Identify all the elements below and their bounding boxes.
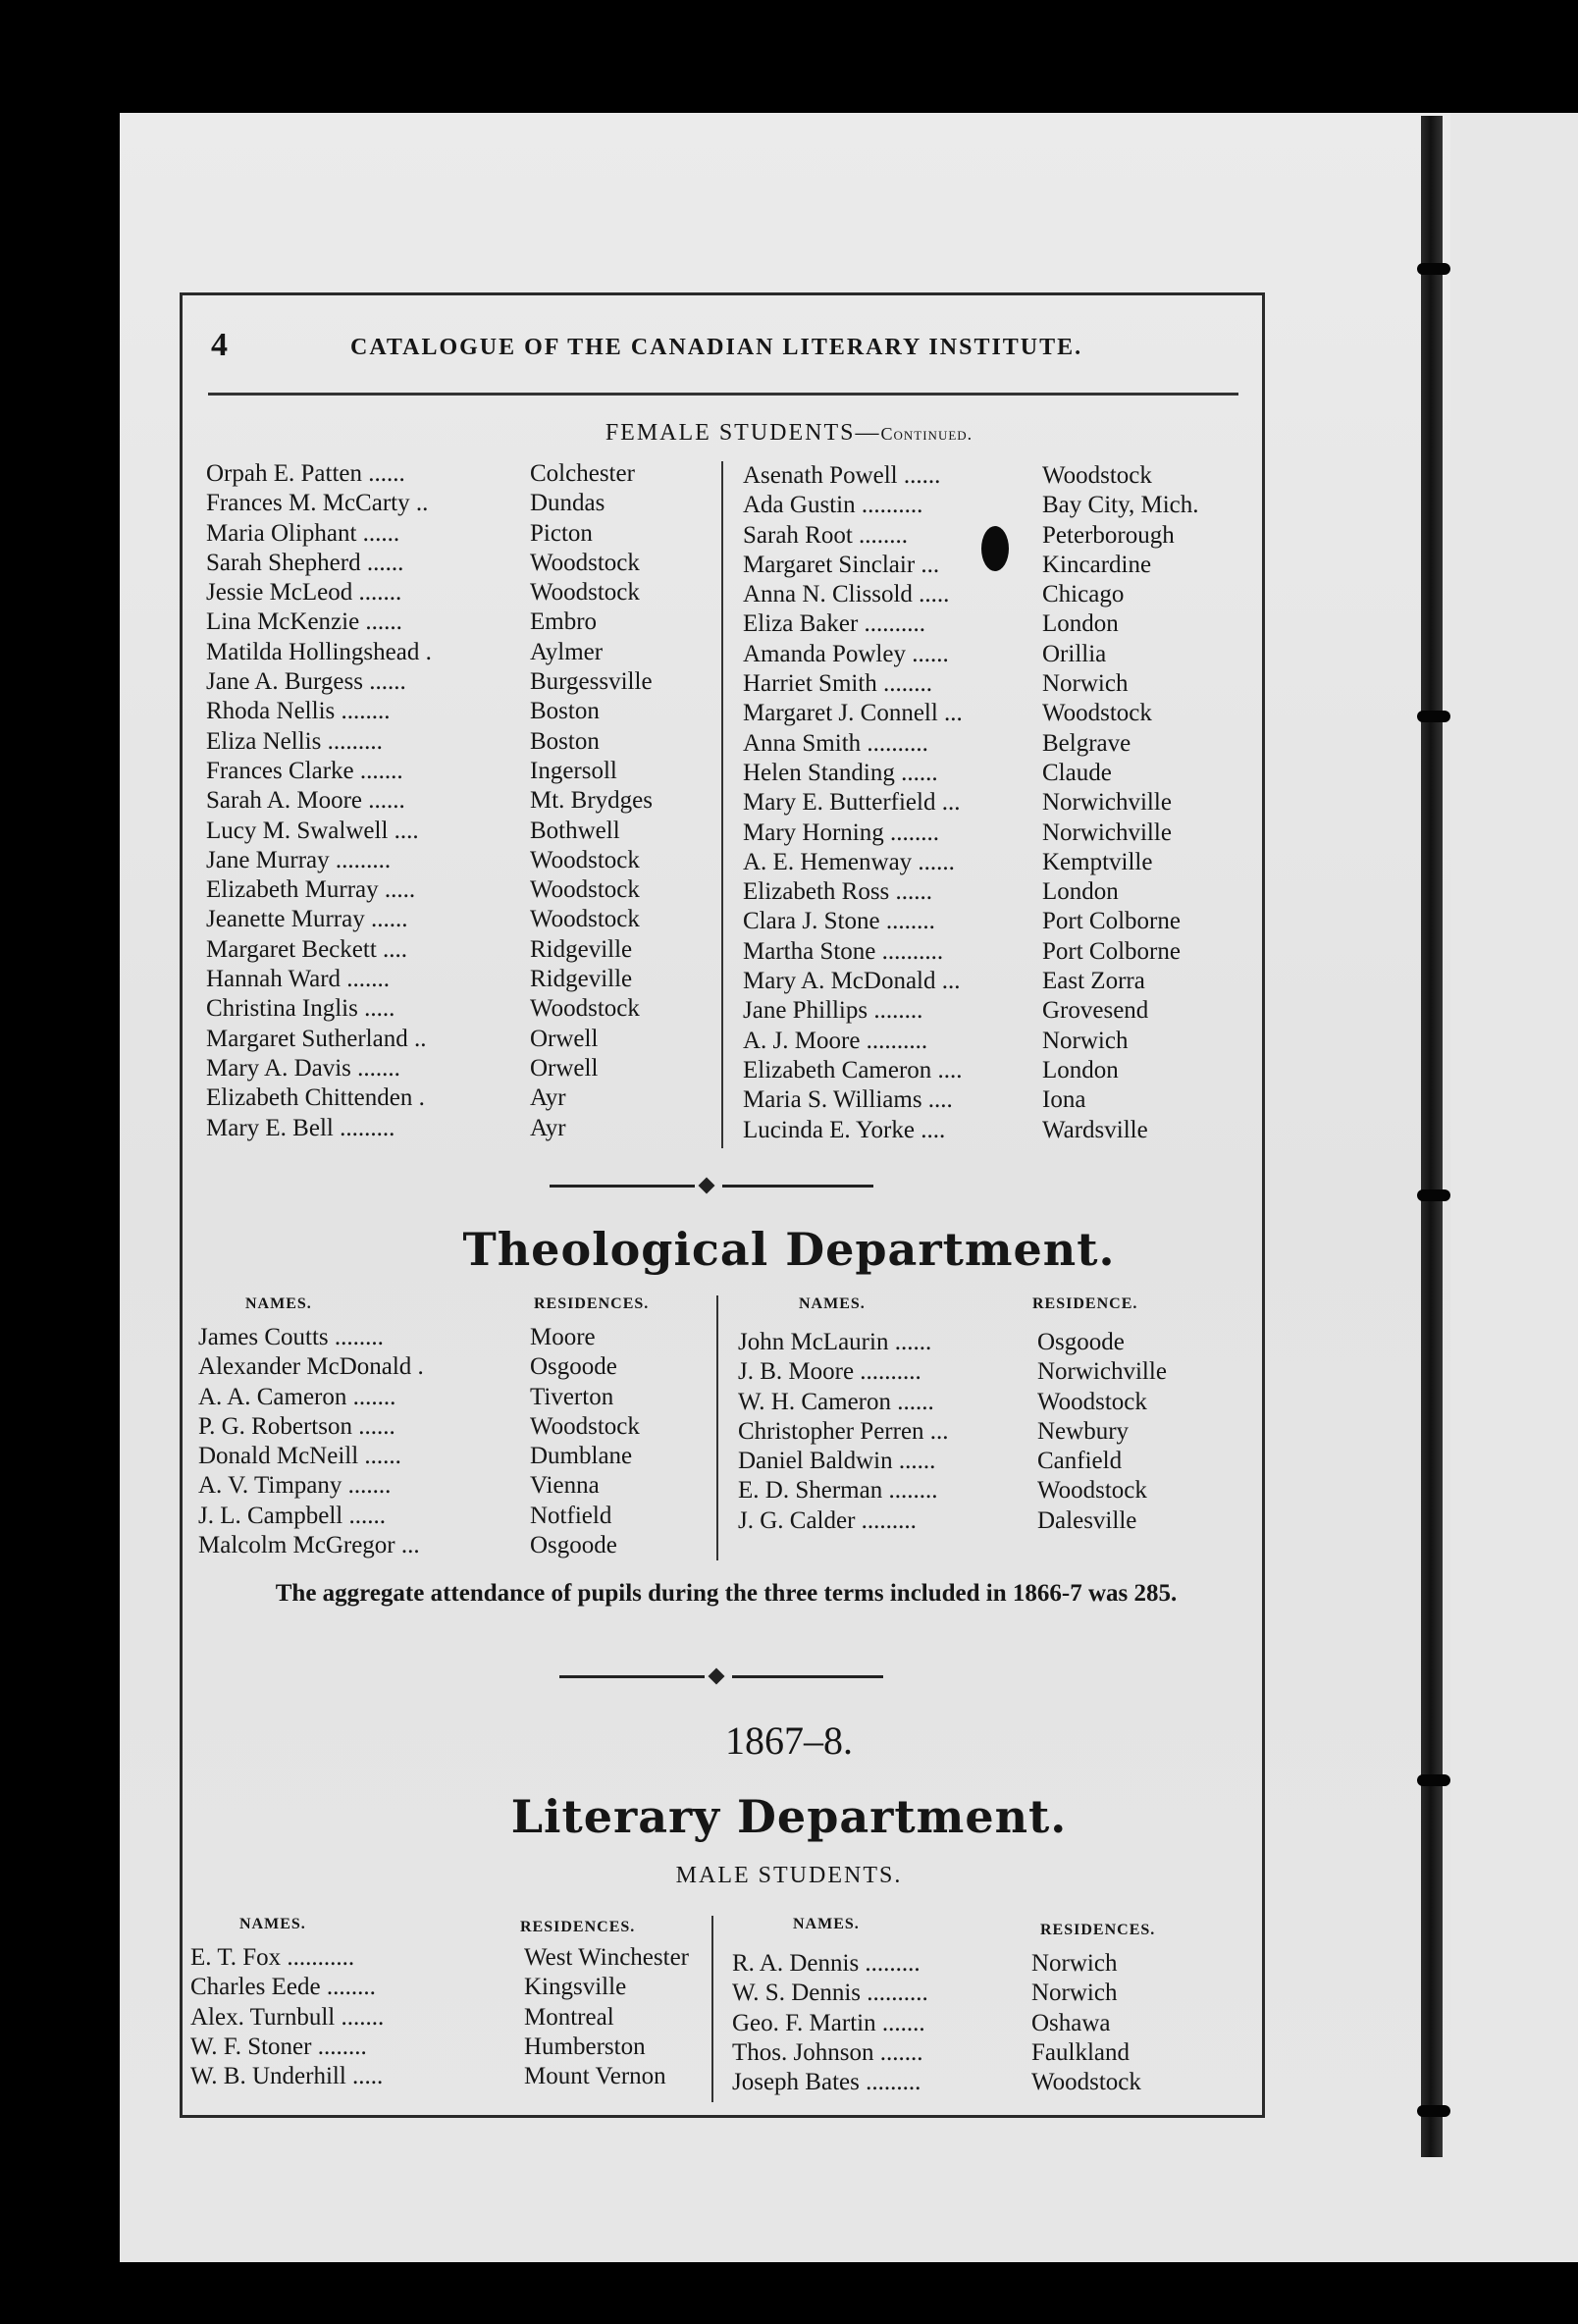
- student-residence: Montreal: [524, 2003, 614, 2031]
- student-residence: Ridgeville: [530, 966, 633, 993]
- student-residence: Woodstock: [1031, 2069, 1141, 2096]
- literary-right-column: [732, 1949, 1331, 2097]
- list-item: [206, 667, 824, 697]
- list-item: [206, 1025, 824, 1054]
- student-residence: Colchester: [530, 460, 635, 487]
- student-residence: Dalesville: [1037, 1506, 1137, 1534]
- student-residence: Oshawa: [1031, 2009, 1111, 2036]
- student-residence: Mt. Brydges: [530, 787, 653, 815]
- attendance-note: The aggregate attendance of pupils during the three terms included in 1866-7 was 285.: [275, 1580, 1178, 1607]
- student-residence: Ayr: [530, 1114, 566, 1141]
- student-residence: Woodstock: [530, 995, 640, 1023]
- binding-stitch: [1417, 711, 1450, 722]
- student-residence: Orwell: [530, 1025, 599, 1052]
- list-item: [206, 489, 824, 518]
- student-residence: Woodstock: [530, 579, 640, 607]
- student-residence: Ridgeville: [530, 935, 633, 963]
- list-item: [738, 1388, 1337, 1417]
- student-name: Alex. Turnbull .......: [190, 2003, 385, 2031]
- list-item: [743, 759, 1341, 788]
- col-header-names: NAMES.: [245, 1295, 312, 1312]
- female-students-heading: [0, 420, 1578, 447]
- student-name: John McLaurin ......: [738, 1329, 932, 1355]
- student-name: Frances M. McCarty ..: [206, 490, 429, 517]
- student-residence: Norwich: [1042, 670, 1129, 698]
- list-item: [743, 580, 1341, 609]
- student-residence: Tiverton: [530, 1383, 614, 1410]
- student-residence: Port Colborne: [1042, 908, 1181, 935]
- student-name: Matilda Hollingshead .: [206, 638, 432, 665]
- student-name: A. V. Timpany .......: [198, 1472, 392, 1500]
- student-residence: Embro: [530, 608, 598, 636]
- student-name: Jessie McLeod .......: [206, 579, 402, 607]
- list-item: [743, 699, 1341, 728]
- student-name: Mary E. Butterfield ...: [743, 789, 961, 817]
- student-residence: Norwich: [1031, 1980, 1118, 2007]
- literary-left-column: [190, 1943, 820, 2091]
- student-name: A. J. Moore ..........: [743, 1027, 928, 1054]
- list-item: [743, 551, 1341, 580]
- student-name: Margaret Sinclair ...: [743, 551, 940, 578]
- list-item: [743, 729, 1341, 759]
- student-name: Jane Phillips ........: [743, 997, 923, 1025]
- col-header-names: NAMES.: [799, 1295, 866, 1312]
- student-name: Maria Oliphant ......: [206, 519, 400, 547]
- page-number: 4: [211, 327, 228, 363]
- student-residence: Osgoode: [530, 1353, 617, 1381]
- list-item: [198, 1502, 824, 1531]
- student-name: J. L. Campbell ......: [198, 1502, 386, 1529]
- student-name: Mary Horning ........: [743, 819, 939, 846]
- list-item: [206, 459, 824, 489]
- student-residence: Dundas: [530, 490, 605, 517]
- student-name: Geo. F. Martin .......: [732, 2009, 925, 2036]
- student-name: J. G. Calder .........: [738, 1506, 917, 1534]
- student-residence: Woodstock: [1042, 462, 1152, 489]
- list-item: [206, 638, 824, 667]
- student-residence: Belgrave: [1042, 729, 1131, 757]
- student-residence: Peterborough: [1042, 521, 1175, 549]
- student-residence: Boston: [530, 727, 600, 755]
- student-name: Maria S. Williams ....: [743, 1086, 953, 1114]
- student-residence: Picton: [530, 519, 593, 547]
- student-name: Daniel Baldwin ......: [738, 1448, 936, 1475]
- ink-blot: [981, 526, 1009, 571]
- list-item: [206, 875, 824, 905]
- student-residence: Aylmer: [530, 638, 604, 665]
- student-name: E. T. Fox ...........: [190, 1944, 355, 1971]
- student-name: Rhoda Nellis ........: [206, 698, 391, 725]
- list-item: [198, 1412, 824, 1442]
- student-name: Christina Inglis .....: [206, 995, 395, 1023]
- student-residence: Kingsville: [524, 1974, 627, 2001]
- student-residence: Port Colborne: [1042, 937, 1181, 965]
- list-item: [743, 461, 1341, 491]
- student-name: Lucinda E. Yorke ....: [743, 1116, 946, 1143]
- student-residence: East Zorra: [1042, 968, 1145, 995]
- student-residence: Woodstock: [1042, 700, 1152, 727]
- list-item: [738, 1476, 1337, 1505]
- student-name: Malcolm McGregor ...: [198, 1532, 420, 1559]
- student-name: Amanda Powley ......: [743, 640, 949, 667]
- student-residence: Woodstock: [1037, 1388, 1147, 1415]
- student-name: E. D. Sherman ........: [738, 1477, 938, 1505]
- female-students-left-column: [206, 459, 824, 1143]
- student-name: W. H. Cameron ......: [738, 1388, 934, 1415]
- student-name: Helen Standing ......: [743, 759, 938, 786]
- student-residence: Woodstock: [530, 906, 640, 933]
- section-ornament: [550, 1178, 873, 1193]
- student-name: Asenath Powell ......: [743, 462, 941, 489]
- binding-stitch: [1417, 2105, 1450, 2117]
- student-name: A. E. Hemenway ......: [743, 848, 955, 875]
- student-residence: Orwell: [530, 1054, 599, 1082]
- student-name: Christopher Perren ...: [738, 1417, 949, 1445]
- student-residence: London: [1042, 878, 1119, 906]
- binding-stitch: [1417, 263, 1450, 275]
- student-residence: Woodstock: [1037, 1477, 1147, 1505]
- student-residence: Bay City, Mich.: [1042, 492, 1199, 519]
- student-residence: Woodstock: [530, 549, 640, 576]
- list-item: [732, 2068, 1331, 2097]
- student-residence: Ayr: [530, 1084, 566, 1112]
- list-item: [732, 1979, 1331, 2008]
- student-residence: Norwichville: [1037, 1358, 1167, 1386]
- list-item: [190, 1943, 820, 1973]
- heading-main: FEMALE STUDENTS—: [605, 420, 881, 446]
- student-name: Sarah Shepherd ......: [206, 549, 404, 576]
- list-item: [206, 727, 824, 757]
- list-item: [738, 1328, 1337, 1357]
- student-name: Martha Stone ..........: [743, 937, 944, 965]
- student-residence: Vienna: [530, 1472, 600, 1500]
- student-residence: Iona: [1042, 1086, 1086, 1114]
- student-residence: Wardsville: [1042, 1116, 1148, 1143]
- column-divider: [716, 1295, 718, 1560]
- list-item: [206, 549, 824, 578]
- student-name: P. G. Robertson ......: [198, 1412, 395, 1440]
- student-residence: Chicago: [1042, 581, 1125, 608]
- column-divider: [711, 1916, 713, 2102]
- list-item: [743, 1056, 1341, 1085]
- student-residence: Norwichville: [1042, 819, 1172, 846]
- col-header-names: NAMES.: [239, 1916, 306, 1932]
- student-name: Elizabeth Cameron ....: [743, 1056, 963, 1083]
- list-item: [206, 578, 824, 607]
- list-item: [743, 907, 1341, 936]
- student-name: Joseph Bates .........: [732, 2069, 921, 2096]
- student-residence: Kincardine: [1042, 551, 1152, 578]
- list-item: [732, 2038, 1331, 2068]
- literary-department-title: Literary Department.: [510, 1790, 1068, 1843]
- list-item: [743, 877, 1341, 907]
- student-residence: Norwichville: [1042, 789, 1172, 817]
- student-name: Thos. Johnson .......: [732, 2038, 923, 2066]
- list-item: [743, 521, 1341, 551]
- list-item: [743, 1116, 1341, 1145]
- theological-department-title: Theological Department.: [462, 1223, 1116, 1276]
- student-name: Anna Smith ..........: [743, 729, 928, 757]
- student-name: R. A. Dennis .........: [732, 1950, 920, 1977]
- list-item: [732, 1949, 1331, 1979]
- list-item: [738, 1417, 1337, 1447]
- list-item: [206, 757, 824, 786]
- student-name: Elizabeth Ross ......: [743, 878, 933, 906]
- list-item: [743, 609, 1341, 639]
- student-residence: Faulkland: [1031, 2038, 1130, 2066]
- student-name: Jane Murray .........: [206, 846, 392, 873]
- student-name: W. B. Underhill .....: [190, 2063, 384, 2090]
- student-name: Sarah A. Moore ......: [206, 787, 405, 815]
- student-residence: West Winchester: [524, 1944, 689, 1971]
- student-name: W. F. Stoner ........: [190, 2033, 367, 2060]
- col-header-residences: RESIDENCES.: [520, 1919, 636, 1935]
- list-item: [738, 1506, 1337, 1536]
- student-name: Elizabeth Murray .....: [206, 876, 416, 904]
- list-item: [190, 1973, 820, 2002]
- student-residence: Woodstock: [530, 846, 640, 873]
- student-residence: Claude: [1042, 759, 1112, 786]
- list-item: [206, 935, 824, 965]
- list-item: [738, 1447, 1337, 1476]
- list-item: [206, 846, 824, 875]
- student-name: Alexander McDonald .: [198, 1353, 424, 1381]
- student-residence: Kemptville: [1042, 848, 1153, 875]
- student-residence: Humberston: [524, 2033, 646, 2060]
- list-item: [198, 1352, 824, 1382]
- header-rule: [208, 393, 1238, 396]
- running-title: CATALOGUE OF THE CANADIAN LITERARY INSTITUTE.: [350, 335, 1083, 360]
- student-residence: Osgoode: [1037, 1329, 1125, 1355]
- student-name: Sarah Root ........: [743, 521, 909, 549]
- col-header-residences: RESIDENCES.: [1040, 1922, 1156, 1938]
- list-item: [743, 640, 1341, 669]
- list-item: [743, 669, 1341, 699]
- male-students-heading: MALE STUDENTS.: [675, 1863, 903, 1888]
- column-divider: [721, 461, 723, 1148]
- student-name: Hannah Ward .......: [206, 966, 391, 993]
- student-name: Donald McNeill ......: [198, 1443, 401, 1470]
- list-item: [206, 965, 824, 994]
- student-name: J. B. Moore ..........: [738, 1358, 921, 1386]
- student-residence: Mount Vernon: [524, 2063, 666, 2090]
- list-item: [743, 937, 1341, 967]
- list-item: [206, 786, 824, 816]
- student-name: Margaret J. Connell ...: [743, 700, 963, 727]
- section-ornament: [559, 1668, 883, 1684]
- student-name: A. A. Cameron .......: [198, 1383, 396, 1410]
- theological-right-column: [738, 1328, 1337, 1536]
- list-item: [198, 1442, 824, 1471]
- student-residence: Boston: [530, 698, 600, 725]
- list-item: [743, 491, 1341, 520]
- student-name: Anna N. Clissold .....: [743, 581, 950, 608]
- list-item: [206, 905, 824, 934]
- student-name: Harriet Smith ........: [743, 670, 933, 698]
- list-item: [198, 1323, 824, 1352]
- list-item: [743, 1085, 1341, 1115]
- list-item: [206, 994, 824, 1024]
- binding-stitch: [1417, 1189, 1450, 1201]
- list-item: [206, 1083, 824, 1113]
- list-item: [190, 2003, 820, 2033]
- list-item: [743, 967, 1341, 996]
- student-name: Lucy M. Swalwell ....: [206, 817, 419, 844]
- student-name: Margaret Beckett ....: [206, 935, 408, 963]
- page-header: [211, 327, 1232, 376]
- list-item: [206, 519, 824, 549]
- list-item: [206, 607, 824, 637]
- heading-continued: Continued.: [880, 424, 973, 444]
- student-residence: Ingersoll: [530, 757, 617, 784]
- list-item: [743, 996, 1341, 1026]
- student-residence: Notfield: [530, 1502, 612, 1529]
- student-name: Charles Eede ........: [190, 1974, 376, 2001]
- student-name: Eliza Baker ..........: [743, 610, 926, 638]
- student-name: Clara J. Stone ........: [743, 908, 935, 935]
- col-header-residences: RESIDENCES.: [534, 1295, 650, 1312]
- student-residence: Norwich: [1042, 1027, 1129, 1054]
- student-name: Jane A. Burgess ......: [206, 668, 406, 696]
- list-item: [198, 1383, 824, 1412]
- student-residence: Osgoode: [530, 1532, 617, 1559]
- student-residence: Dumblane: [530, 1443, 633, 1470]
- student-name: Frances Clarke .......: [206, 757, 403, 784]
- student-residence: Woodstock: [530, 876, 640, 904]
- student-residence: Burgessville: [530, 668, 653, 696]
- list-item: [743, 819, 1341, 848]
- student-name: Mary E. Bell .........: [206, 1114, 395, 1141]
- col-header-residence: RESIDENCE.: [1032, 1295, 1138, 1312]
- student-name: Elizabeth Chittenden .: [206, 1084, 425, 1112]
- student-residence: London: [1042, 610, 1119, 638]
- list-item: [743, 788, 1341, 818]
- list-item: [206, 1054, 824, 1083]
- student-name: Orpah E. Patten ......: [206, 460, 405, 487]
- female-students-right-column: [743, 461, 1341, 1145]
- student-name: Eliza Nellis .........: [206, 727, 383, 755]
- list-item: [206, 1114, 824, 1143]
- student-name: Jeanette Murray ......: [206, 906, 408, 933]
- student-name: Lina McKenzie ......: [206, 608, 402, 636]
- student-residence: Orillia: [1042, 640, 1107, 667]
- list-item: [732, 2009, 1331, 2038]
- col-header-names: NAMES.: [793, 1916, 860, 1932]
- student-name: James Coutts ........: [198, 1324, 384, 1350]
- student-residence: Canfield: [1037, 1448, 1123, 1475]
- student-residence: Moore: [530, 1324, 596, 1350]
- list-item: [198, 1531, 824, 1560]
- student-name: Mary A. Davis .......: [206, 1054, 400, 1082]
- year-heading: 1867–8.: [725, 1718, 853, 1763]
- student-name: Margaret Sutherland ..: [206, 1025, 427, 1052]
- student-name: W. S. Dennis ..........: [732, 1980, 928, 2007]
- student-residence: Bothwell: [530, 817, 620, 844]
- list-item: [743, 1027, 1341, 1056]
- student-name: Ada Gustin ..........: [743, 492, 923, 519]
- list-item: [198, 1471, 824, 1501]
- student-residence: Norwich: [1031, 1950, 1118, 1977]
- list-item: [190, 2062, 820, 2091]
- student-residence: Newbury: [1037, 1417, 1130, 1445]
- list-item: [190, 2033, 820, 2062]
- theological-left-column: [198, 1323, 824, 1560]
- list-item: [743, 848, 1341, 877]
- list-item: [206, 697, 824, 726]
- student-residence: London: [1042, 1056, 1119, 1083]
- student-residence: Grovesend: [1042, 997, 1149, 1025]
- list-item: [206, 817, 824, 846]
- list-item: [738, 1357, 1337, 1387]
- student-residence: Woodstock: [530, 1412, 640, 1440]
- binding-stitch: [1417, 1774, 1450, 1786]
- student-name: Mary A. McDonald ...: [743, 968, 961, 995]
